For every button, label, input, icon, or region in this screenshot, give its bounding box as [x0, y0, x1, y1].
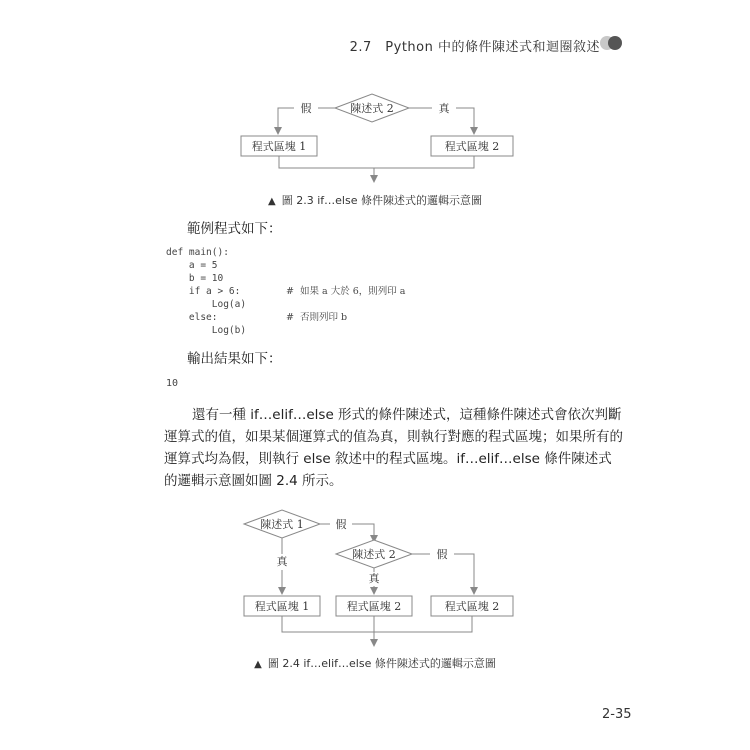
- code-line: [166, 285, 406, 298]
- caption-text: 圖 2.3 if…else 條件陳述式的邏輯示意圖: [281, 194, 482, 207]
- true-label: 真: [438, 102, 450, 115]
- false-label-2: 假: [436, 548, 448, 561]
- page-number: 2-35: [602, 707, 632, 722]
- code-block: [166, 246, 406, 337]
- figure-2-3-caption: [0, 192, 750, 208]
- false-label-1: 假: [335, 518, 347, 531]
- caption-marker: ▲: [254, 659, 262, 670]
- code-line: [166, 324, 246, 337]
- code-text: else:: [166, 312, 218, 323]
- block-1-label: 程式區塊 1: [254, 600, 310, 613]
- code-text: Log(a): [166, 299, 247, 310]
- body-paragraph: 還有一種 if…elif…else 形式的條件陳述式，這種條件陳述式會依次判斷運算式的值，如果某個運算式的值為真，則執行對應的程式區塊；如果所有的運算式均為假，則執行 else 敘述中的程式區塊。if…elif…else 條件陳述式的邏輯示意圖如圖 2.4 所示。: [164, 407, 623, 489]
- code-comment: # 如果 a 大於 6，則列印 a: [286, 286, 406, 297]
- code-line: [166, 272, 246, 285]
- figure-2-4-caption: [0, 655, 750, 671]
- true-label-1: 真: [276, 555, 288, 568]
- figure-2-4-flowchart: [0, 508, 750, 648]
- decision-1-label: 陳述式 1: [260, 518, 304, 531]
- code-text: b = 10: [166, 273, 224, 284]
- block-1-label: 程式區塊 1: [251, 140, 307, 153]
- figure-2-3-flowchart: [0, 88, 750, 188]
- block-2-label: 程式區塊 2: [346, 600, 402, 613]
- code-text: Log(b): [166, 325, 247, 336]
- block-3-label: 程式區塊 2: [444, 600, 500, 613]
- example-heading: 範例程式如下：: [187, 221, 282, 237]
- code-line: [166, 246, 246, 259]
- code-line: [166, 311, 348, 324]
- block-2-label: 程式區塊 2: [444, 140, 500, 153]
- code-text: if a > 6:: [166, 286, 241, 297]
- false-label: 假: [300, 102, 312, 115]
- caption-text: 圖 2.4 if…elif…else 條件陳述式的邏輯示意圖: [267, 657, 496, 670]
- code-text: def main():: [166, 247, 229, 258]
- output-heading: 輸出結果如下：: [187, 351, 282, 367]
- running-header: 2.7 Python 中的條件陳述式和迴圈敘述: [349, 40, 600, 55]
- code-line: [166, 259, 246, 272]
- output-value: 10: [166, 378, 179, 389]
- code-comment: # 否則列印 b: [286, 312, 348, 323]
- code-line: [166, 298, 246, 311]
- true-label-2: 真: [368, 572, 380, 585]
- decision-label: 陳述式 2: [350, 102, 394, 115]
- header-decoration-icon: [597, 34, 627, 52]
- decision-2-label: 陳述式 2: [352, 548, 396, 561]
- caption-marker: ▲: [268, 196, 276, 207]
- code-text: a = 5: [166, 260, 218, 271]
